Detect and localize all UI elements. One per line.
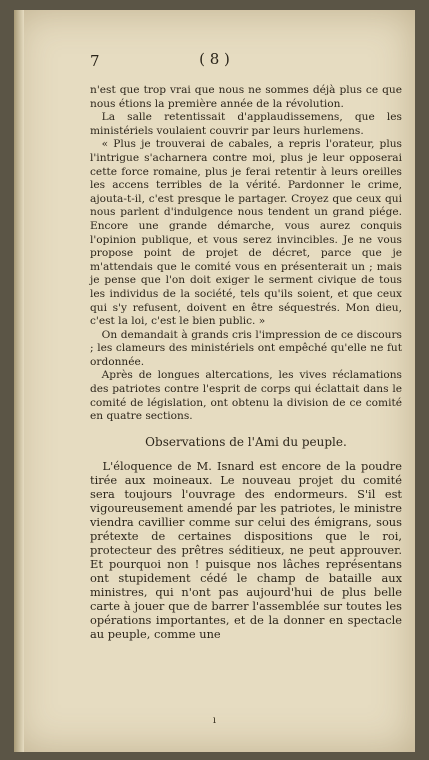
paragraph: « Plus je trouverai de cabales, a repris l'orateur, plus l'intrigue s'acharnera contre moi, plus je leur opposerai cette force romaine, plus je ferai retentir à leurs oreilles les accens terribles de la vérité. Pardonner le crime, ajouta-t-il, c'est presque le partager. Croyez que ceux qui nous parlent d'indulgence nous tendent un grand piége. Encore une grande démarche, vous aurez conquis l'opinion publique, et vous serez invincibles. Je ne vous propose point de projet de décret, parce que je m'attendais que le comité vous en présenterait un ; mais je pense que l'on doit exiger le serment civique de tous les individus de la société, tels qu'ils soient, et que ceux qui s'y refusent, doivent en être séquestrés. Mon dieu, c'est la loi, c'est le bien public. » xyxy=(90,138,402,328)
header-left-mark: 7 xyxy=(90,52,100,70)
paragraph: La salle retentissait d'applaudissemens, que les ministériels voulaient couvrir par leurs hurlemens. xyxy=(90,111,402,137)
page-header xyxy=(14,50,415,74)
page-gutter-shadow xyxy=(14,10,24,752)
page-number: ( 8 ) xyxy=(199,50,230,68)
paragraph: n'est que trop vrai que nous ne sommes déjà plus ce que nous étions la première année de la révolution. xyxy=(90,84,402,110)
footer-mark: ı xyxy=(212,715,217,726)
paragraph: Après de longues altercations, les vives réclamations des patriotes contre l'esprit de corps qui éclattait dans le comité de législation, ont obtenu la division de ce comité en quatre sections. xyxy=(90,369,402,423)
book-page xyxy=(14,10,415,752)
section-title: Observations de l'Ami du peuple. xyxy=(145,434,347,449)
observation-paragraph: L'éloquence de M. Isnard est encore de la poudre tirée aux moineaux. Le nouveau projet du comité sera toujours l'ouvrage des endormeurs. S'il est vigoureusement amendé par les patriotes, le ministre viendra cavillier comme sur celui des émigrans, sous prétexte de certaines dispositions que le roi, protecteur des prêtres séditieux, ne peut approuver. Et pourquoi non ! puisque nos lâches représentans ont stupidement cédé le champ de bataille aux ministres, qui n'ont pas aujourd'hui de plus belle carte à jouer que de barrer l'assemblée sur toutes les opérations importantes, et de la donner en spectacle au peuple, comme une xyxy=(90,459,402,642)
page-body xyxy=(90,84,402,641)
paragraph: On demandait à grands cris l'impression de ce discours ; les clameurs des ministériels ont empêché qu'elle ne fut ordonnée. xyxy=(90,328,402,368)
